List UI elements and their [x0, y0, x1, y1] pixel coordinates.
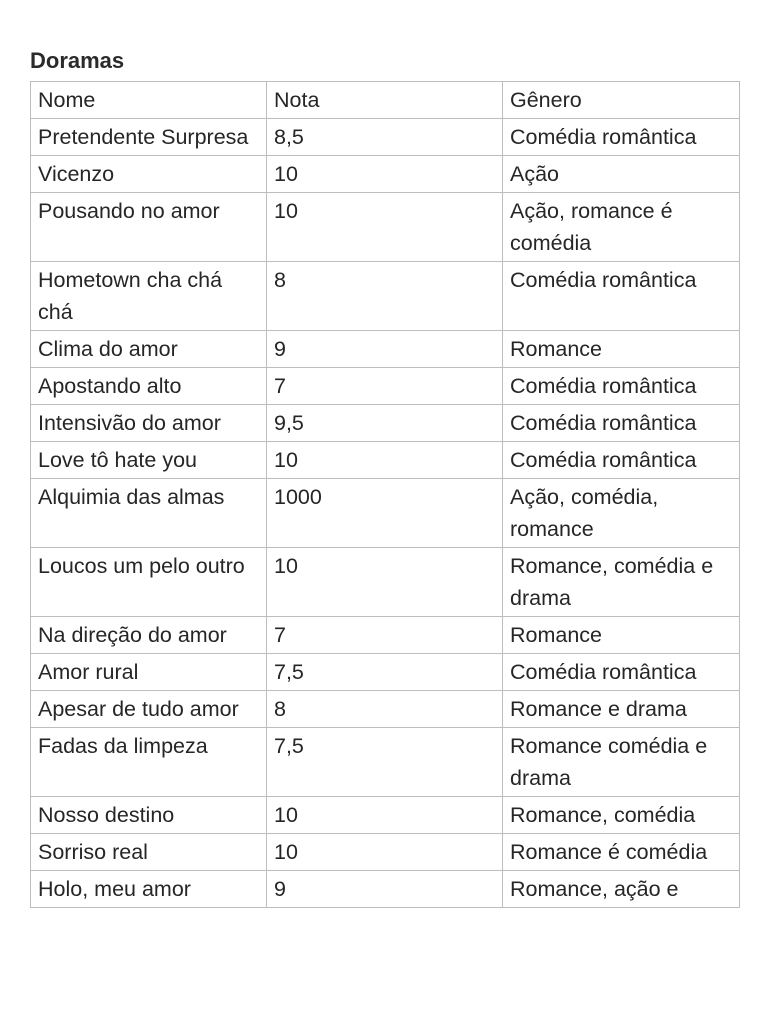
cell-nome: Vicenzo [31, 156, 267, 193]
table-row [31, 331, 740, 368]
table-container[interactable] [30, 81, 740, 958]
table-row [31, 548, 740, 617]
cell-nome: Pretendente Surpresa [31, 119, 267, 156]
cell-genero: Romance comédia e drama [503, 728, 740, 797]
cell-genero: Comédia romântica [503, 405, 740, 442]
cell-nota: 7,5 [267, 728, 503, 797]
cell-genero: Romance, comédia e drama [503, 548, 740, 617]
cell-genero: Romance é comédia [503, 834, 740, 871]
table-row [31, 479, 740, 548]
cell-nota: 10 [267, 442, 503, 479]
table-row [31, 405, 740, 442]
table-row [31, 119, 740, 156]
section-title: Doramas [30, 48, 125, 73]
table-header-row [31, 82, 740, 119]
cell-nota: 8,5 [267, 119, 503, 156]
cell-nome: Alquimia das almas [31, 479, 267, 548]
cell-nome: Na direção do amor [31, 617, 267, 654]
header-nota: Nota [267, 82, 503, 119]
doramas-table [30, 81, 740, 908]
cell-nome: Apostando alto [31, 368, 267, 405]
cell-nota: 7 [267, 617, 503, 654]
cell-genero: Romance, comédia [503, 797, 740, 834]
header-genero: Gênero [503, 82, 740, 119]
cell-genero: Comédia romântica [503, 368, 740, 405]
cell-nota: 9 [267, 331, 503, 368]
cell-nome: Intensivão do amor [31, 405, 267, 442]
table-row [31, 728, 740, 797]
cell-nome: Hometown cha chá chá [31, 262, 267, 331]
cell-nota: 9 [267, 871, 503, 908]
table-row [31, 834, 740, 871]
cell-nome: Loucos um pelo outro [31, 548, 267, 617]
table-row [31, 193, 740, 262]
cell-nome: Holo, meu amor [31, 871, 267, 908]
cell-nota: 10 [267, 548, 503, 617]
cell-genero: Comédia romântica [503, 654, 740, 691]
cell-genero: Ação, comédia, romance [503, 479, 740, 548]
cell-nome: Fadas da limpeza [31, 728, 267, 797]
table-row [31, 368, 740, 405]
cell-nota: 8 [267, 262, 503, 331]
cell-nome: Apesar de tudo amor [31, 691, 267, 728]
cell-genero: Romance [503, 617, 740, 654]
table-row [31, 871, 740, 908]
table-row [31, 797, 740, 834]
cell-genero: Ação, romance é comédia [503, 193, 740, 262]
cell-genero: Comédia romântica [503, 262, 740, 331]
cell-nome: Clima do amor [31, 331, 267, 368]
cell-genero: Romance [503, 331, 740, 368]
cell-genero: Romance e drama [503, 691, 740, 728]
cell-nota: 10 [267, 156, 503, 193]
cell-nome: Pousando no amor [31, 193, 267, 262]
cell-nota: 10 [267, 834, 503, 871]
cell-nota: 7 [267, 368, 503, 405]
cell-nota: 10 [267, 797, 503, 834]
cell-genero: Comédia romântica [503, 442, 740, 479]
header-nome: Nome [31, 82, 267, 119]
table-row [31, 691, 740, 728]
table-row [31, 262, 740, 331]
cell-nome: Nosso destino [31, 797, 267, 834]
cell-genero: Ação [503, 156, 740, 193]
cell-genero: Romance, ação e [503, 871, 740, 908]
cell-nota: 8 [267, 691, 503, 728]
cell-nome: Love tô hate you [31, 442, 267, 479]
cell-nome: Amor rural [31, 654, 267, 691]
table-row [31, 654, 740, 691]
table-row [31, 156, 740, 193]
cell-nota: 7,5 [267, 654, 503, 691]
cell-nota: 10 [267, 193, 503, 262]
table-row [31, 442, 740, 479]
table-row [31, 617, 740, 654]
cell-nota: 1000 [267, 479, 503, 548]
cell-genero: Comédia romântica [503, 119, 740, 156]
cell-nome: Sorriso real [31, 834, 267, 871]
cell-nota: 9,5 [267, 405, 503, 442]
